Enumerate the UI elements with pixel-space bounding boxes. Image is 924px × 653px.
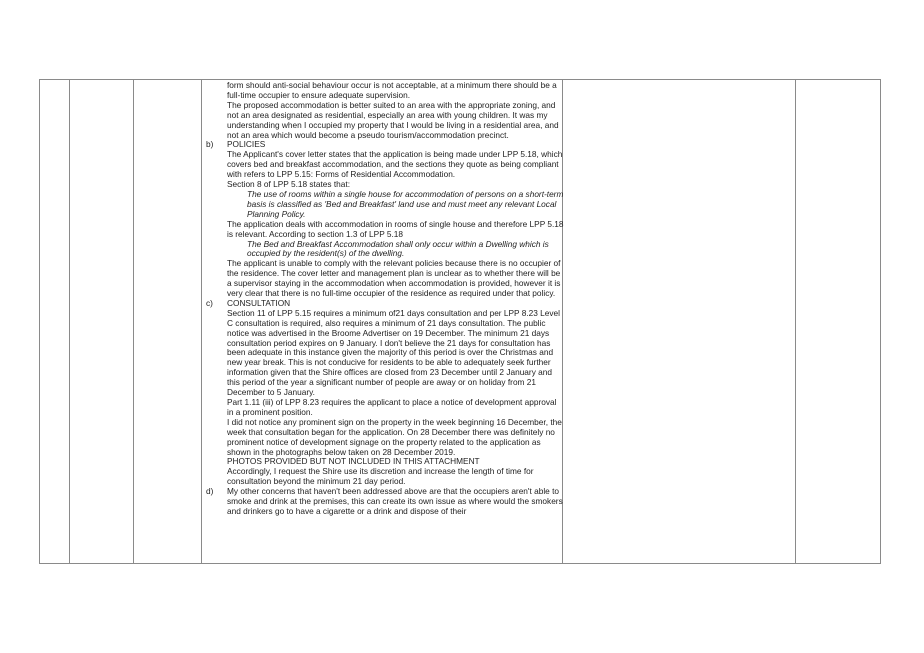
section-b-paragraph: The application deals with accommodation in rooms of single house and therefore LPP 5.18 is relevant. According to section 1.3 of LPP 5.18 bbox=[227, 218, 564, 239]
section-d-text: My other concerns that haven't been addressed above are that the occupiers aren't able to smoke and drink at the premises, this can create its own issue as where would the smokers and drinkers go to have a cigarette or a drink and dispose of their bbox=[227, 486, 563, 516]
column-divider bbox=[133, 80, 134, 563]
policy-quote: The Bed and Breakfast Accommodation shall only occur within a Dwelling which is occupied by the resident(s) of the dwelling. bbox=[247, 238, 549, 259]
section-label: c) bbox=[206, 297, 213, 308]
column-divider bbox=[201, 80, 202, 563]
section-c-paragraph: PHOTOS PROVIDED BUT NOT INCLUDED IN THIS ATTACHMENT bbox=[227, 456, 480, 467]
section-d-heading bbox=[206, 487, 564, 517]
submission-text-cell bbox=[206, 81, 564, 517]
column-divider bbox=[795, 80, 796, 563]
section-label: d) bbox=[206, 486, 214, 497]
section-c-paragraph: Section 11 of LPP 5.15 requires a minimum of21 days consultation and per LPP 8.23 Level C consultation is required, also requires a minimum of 21 days consultation. The public notice was advertised in the Broome Advertiser on 19 December. The minimum 21 days consultation period expires on 9 January. I don't believe the 21 days for consultation has been adequate in this instance given the majority of this period is over the Christmas and new year break. This is not conducive for residents to be able to adequately seek further information given that the Shire offices are closed from 23 December until 2 January and this period of the year a significant number of people are away or on holiday from 21 December to 5 January. bbox=[227, 307, 561, 398]
section-b-paragraph: The applicant is unable to comply with the relevant policies because there is no occupier of the residence. The cover letter and management plan is unclear as to whether there will be a supervisor staying in the accommodation when accommodation is provided, however it is very clear that there is no full-time occupier of the residence as required under that policy. bbox=[227, 258, 561, 299]
section-title: POLICIES bbox=[227, 139, 266, 150]
column-divider bbox=[69, 80, 70, 563]
section-c-paragraph: Accordingly, I request the Shire use its discretion and increase the length of time for consultation beyond the minimum 21 day period. bbox=[227, 466, 534, 487]
intro-paragraph: The proposed accommodation is better suited to an area with the appropriate zoning, and not an area designated as residential, especially an area with young children. It was my understanding when I occupied my property that I would be living in a residential area, and not an area which would become a pseudo tourism/accommodation precinct. bbox=[227, 99, 559, 140]
section-c-heading bbox=[206, 299, 564, 309]
submission-table bbox=[39, 79, 881, 564]
section-b-paragraph: Section 8 of LPP 5.18 states that: bbox=[227, 179, 350, 190]
section-b-paragraph: The Applicant's cover letter states that the application is being made under LPP 5.18, which covers bed and breakfast accommodation, and the sections they quote as being compliant with refers to LPP 5.15: Forms of Residential Accommodation. bbox=[227, 149, 563, 180]
intro-paragraph: form should anti-social behaviour occur is not acceptable, at a minimum there should be a full-time occupier to ensure adequate supervision. bbox=[227, 80, 557, 100]
section-title: CONSULTATION bbox=[227, 297, 291, 308]
policy-quote: The use of rooms within a single house for accommodation of persons on a short-term basis is classified as 'Bed and Breakfast' land use and must meet any relevant Local Planning Policy. bbox=[247, 188, 564, 219]
section-c-paragraph: I did not notice any prominent sign on the property in the week beginning 16 December, the week that consultation began for the application. On 28 December there was definitely no prominent notice of development signage on the property related to the application as shown in the photographs below taken on 28 December 2019. bbox=[227, 416, 562, 457]
section-label: b) bbox=[206, 139, 214, 150]
section-b-heading bbox=[206, 140, 564, 150]
section-c-paragraph: Part 1.11 (iii) of LPP 8.23 requires the applicant to place a notice of development approval in a prominent position. bbox=[227, 397, 557, 417]
